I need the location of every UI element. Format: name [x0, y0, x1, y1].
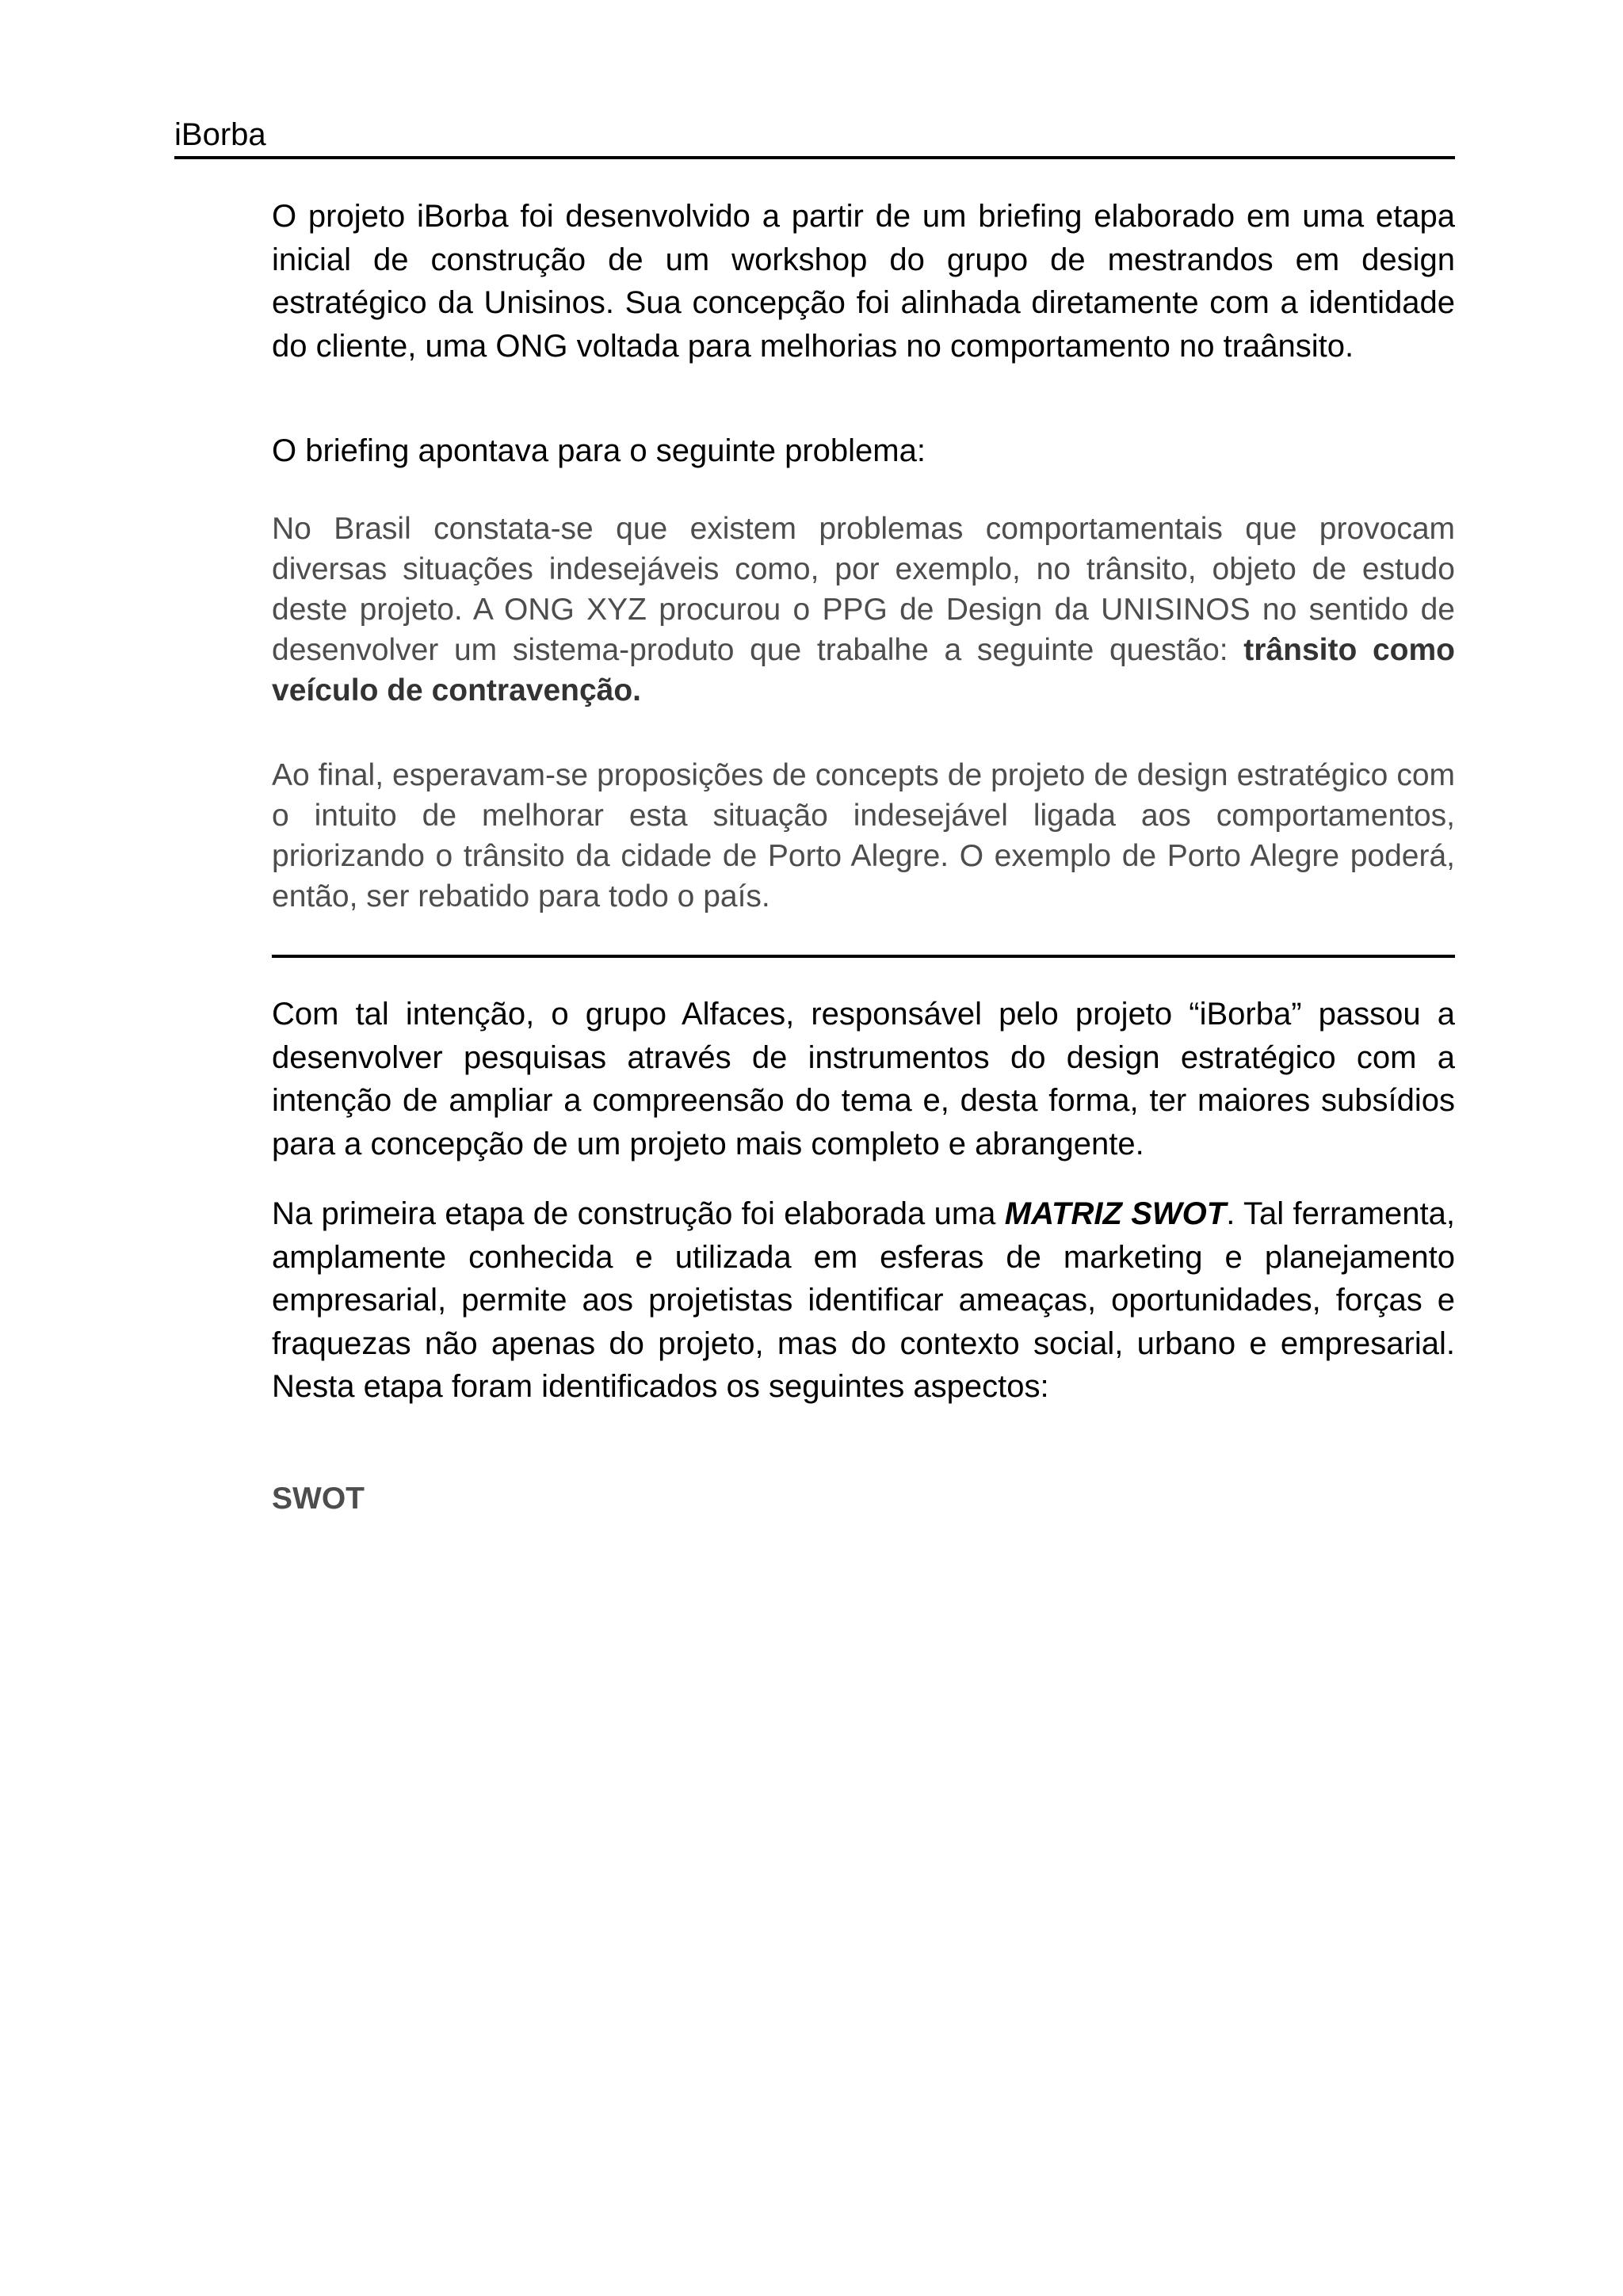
section-heading-swot: SWOT — [272, 1482, 365, 1516]
matriz-swot-emphasis: MATRIZ SWOT — [1004, 1196, 1227, 1231]
running-header: iBorba — [174, 117, 266, 152]
quote-end-rule — [272, 955, 1455, 958]
header-rule — [174, 156, 1455, 159]
briefing-quote-paragraph-2: Ao final, esperavam-se proposições de concepts de projeto de design estratégico com o intuito de melhorar esta situação indesejável ligada aos comportamentos, priorizando o trânsito da cidade de Porto Alegre. O exemplo de Porto Alegre poderá, então, ser rebatido para todo o país. — [272, 758, 1455, 913]
body-paragraph-4 — [272, 1192, 1455, 1409]
briefing-quote-emphasis: trânsito como veículo de contravenção. — [272, 633, 1455, 707]
paragraph-4-rest: . Tal ferramenta, amplamente conhecida e utilizada em esferas de marketing e planejamento empresarial, permite aos projetistas identificar ameaças, oportunidades, forças e fraquezas não apenas do projeto, mas do contexto social, urbano e empresarial. Nesta etapa foram identificados os seguintes aspectos: — [272, 1196, 1455, 1404]
body-paragraph-3: Com tal intenção, o grupo Alfaces, responsável pelo projeto “iBorba” passou a desenvolver pesquisas através de instrumentos do design estratégico com a intenção de ampliar a compreensão do tema e, desta forma, ter maiores subsídios para a concepção de um projeto mais completo e abrangente. — [272, 997, 1455, 1161]
briefing-lead-in: O briefing apontava para o seguinte problema: — [272, 433, 926, 468]
paragraph-4-intro: Na primeira etapa de construção foi elaborada uma — [272, 1196, 996, 1231]
briefing-quote-paragraph-1 — [272, 509, 1455, 711]
briefing-quote-text: No Brasil constata-se que existem problemas comportamentais que provocam diversas situações indesejáveis como, por exemplo, no trânsito, objeto de estudo deste projeto. A ONG XYZ procurou o PPG de Design da UNISINOS no sentido de desenvolver um sistema-produto que trabalhe a seguinte questão: — [272, 512, 1455, 667]
intro-paragraph: O projeto iBorba foi desenvolvido a partir de um briefing elaborado em uma etapa inicial de construção de um workshop do grupo de mestrandos em design estratégico da Unisinos. Sua concepção foi alinhada diretamente com a identidade do cliente, uma ONG voltada para melhorias no comportamento no traânsito. — [272, 199, 1455, 364]
